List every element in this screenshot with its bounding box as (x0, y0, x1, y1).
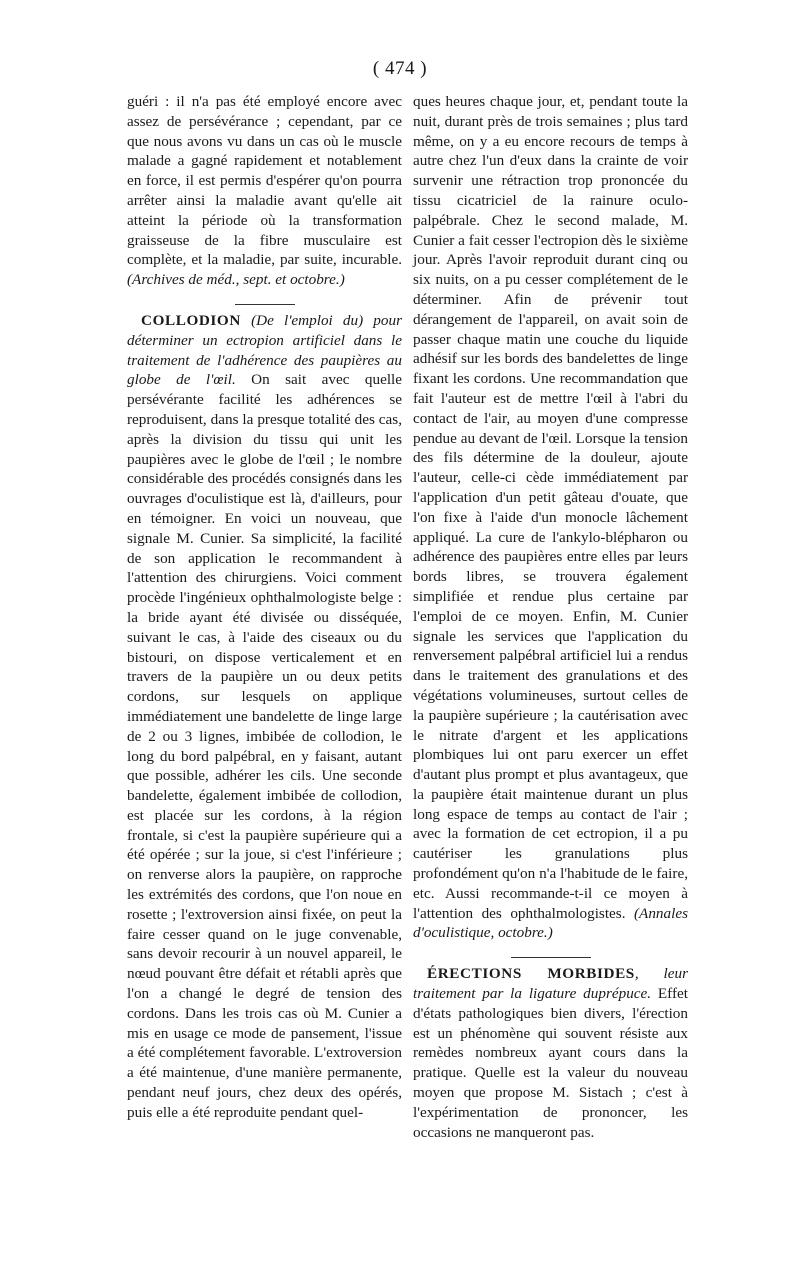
article1-tail (127, 92, 402, 290)
article3-heading (413, 964, 688, 1142)
right-column (413, 92, 688, 1142)
article2-heading (127, 311, 402, 1123)
section-divider (511, 957, 591, 958)
article2-body: On sait avec quelle persévérante facilité les adhérences se reproduisent, dans la presque totalité des cas, après la division du tissu qui unit les paupières avec le globe de l'œil ; le nombre considérable des procédés consignés dans les ouvrages d'oculistique est là, d'ailleurs, pour en témoigner. En voici un nouveau, que signale M. Cunier. Sa simplicité, la facilité de son application le recommandent à l'attention des chirurgiens. Voici comment procède l'ingénieux ophthalmologiste belge : la bride ayant été divisée ou disséquée, suivant le cas, à l'aide des ciseaux ou du bistouri, on dispose verticalement et en travers de la paupière un ou deux petits cordons, sur lesquels on applique immédiatement une bandelette de linge large de 2 ou 3 lignes, imbibée de collodion, le long du bord palpébral, en y faisant, autant que possible, adhérer les cils. Une seconde bandelette, également imbibée de collodion, est placée sur les cordons, à la région frontale, si c'est la paupière supérieure qui a été opérée ; sur la joue, si c'est l'inférieure ; on renverse alors la paupière, on rapproche les extrémités des cordons, que l'on noue en rosette ; l'extroversion ainsi fixée, on peut la faire cesser quand on le juge convenable, sans devoir recourir à un nouvel appareil, le nœud pouvant être défait et rétabli après que l'on a changé le degré de tension des cordons. Dans les trois cas où M. Cunier a mis en usage ce mode de pansement, l'issue a été complétement favorable. L'extroversion a été maintenue, d'une manière permanente, pendant neuf jours, chez deux des opérés, puis elle a été reproduite pendant quel- (127, 371, 402, 1121)
article2-title: COLLODION (141, 311, 241, 329)
section-divider (235, 304, 295, 305)
article1-source: (Archives de méd., sept. et octobre.) (127, 271, 345, 289)
article2-continuation (413, 92, 688, 943)
article2-cont-text: ques heures chaque jour, et, pendant toute la nuit, durant près de trois semaines ; plus tard même, on y a eu encore recours de temps à autre chez l'un d'eux dans la crainte de voir survenir une rétraction trop prononcée du tissu cicatriciel de la rainure oculo-palpébrale. Chez le second malade, M. Cunier a fait cesser l'ectropion dès le sixième jour. Après l'avoir reproduit durant cinq ou six nuits, on a pu cesser complétement de le déterminer. Afin de prévenir tout dérangement de l'appareil, on avait soin de passer chaque matin une couche du liquide adhésif sur les bords des bandelettes de linge fixant les cordons. Une recommandation que fait l'auteur est de mettre l'œil à l'abri du contact de l'air, au moyen d'une compresse pendue au devant de l'œil. Lorsque la tension des fils détermine de la douleur, ajoute l'auteur, celle-ci cède immédiatement par l'application d'un petit gâteau d'ouate, que l'on fixe à l'aide d'un monocle lâchement appliqué. La cure de l'ankylo-blépharon ou adhérence des paupières entre elles par leurs bords libres, se trouvera également simplifiée et rendue plus certaine par l'emploi de ce moyen. Enfin, M. Cunier signale les services que l'application du renversement palpébral artificiel lui a rendus dans le traitement des granulations et des végétations volumineuses, surtout celles de la paupière supérieure ; la cautérisation avec le nitrate d'argent et les applications plombiques lui ont paru exercer un effet d'autant plus prompt et plus avantageux, que la paupière était maintenue durant un plus long espace de temps au contact de l'air ; avec la formation de cet ectropion, il a pu cautériser les granulations plus profondément qu'on n'a l'habitude de le faire, etc. Aussi recommande-t-il ce moyen à l'attention des ophthalmologistes. (413, 93, 688, 922)
article3-subtitle: , leur traitement par la ligature duprépuce. (413, 965, 689, 1003)
article1-text: guéri : il n'a pas été employé encore avec assez de persévérance ; cependant, par ce que nous avons vu dans un cas où le muscle malade a gagné rapidement et notablement en force, il est permis d'espérer qu'on pourra arrêter ainsi la maladie avant qu'elle ait atteint la période où la transformation graisseuse de la fibre musculaire est complète, et la maladie, par suite, incurable. (127, 93, 402, 269)
page-number: ( 474 ) (372, 58, 428, 79)
article3-body: Effet d'états pathologiques bien divers, l'érection est un phénomène qui souvent résiste aux remèdes nombreux ayant cours dans la pratique. Quelle est la valeur du nouveau moyen que propose M. Sistach ; c'est à l'expérimentation de prononcer, les occasions ne manqueront pas. (413, 985, 688, 1141)
article2-source: (Annales d'oculistique, octobre.) (413, 904, 688, 942)
article2-subtitle: (De l'emploi du) pour déterminer un ectropion artificiel dans le traitement de l'adhérence des paupières au globe de l'œil. (127, 311, 402, 389)
article3-title: ÉRECTIONS MORBIDES (427, 965, 635, 983)
left-column (127, 92, 402, 1123)
